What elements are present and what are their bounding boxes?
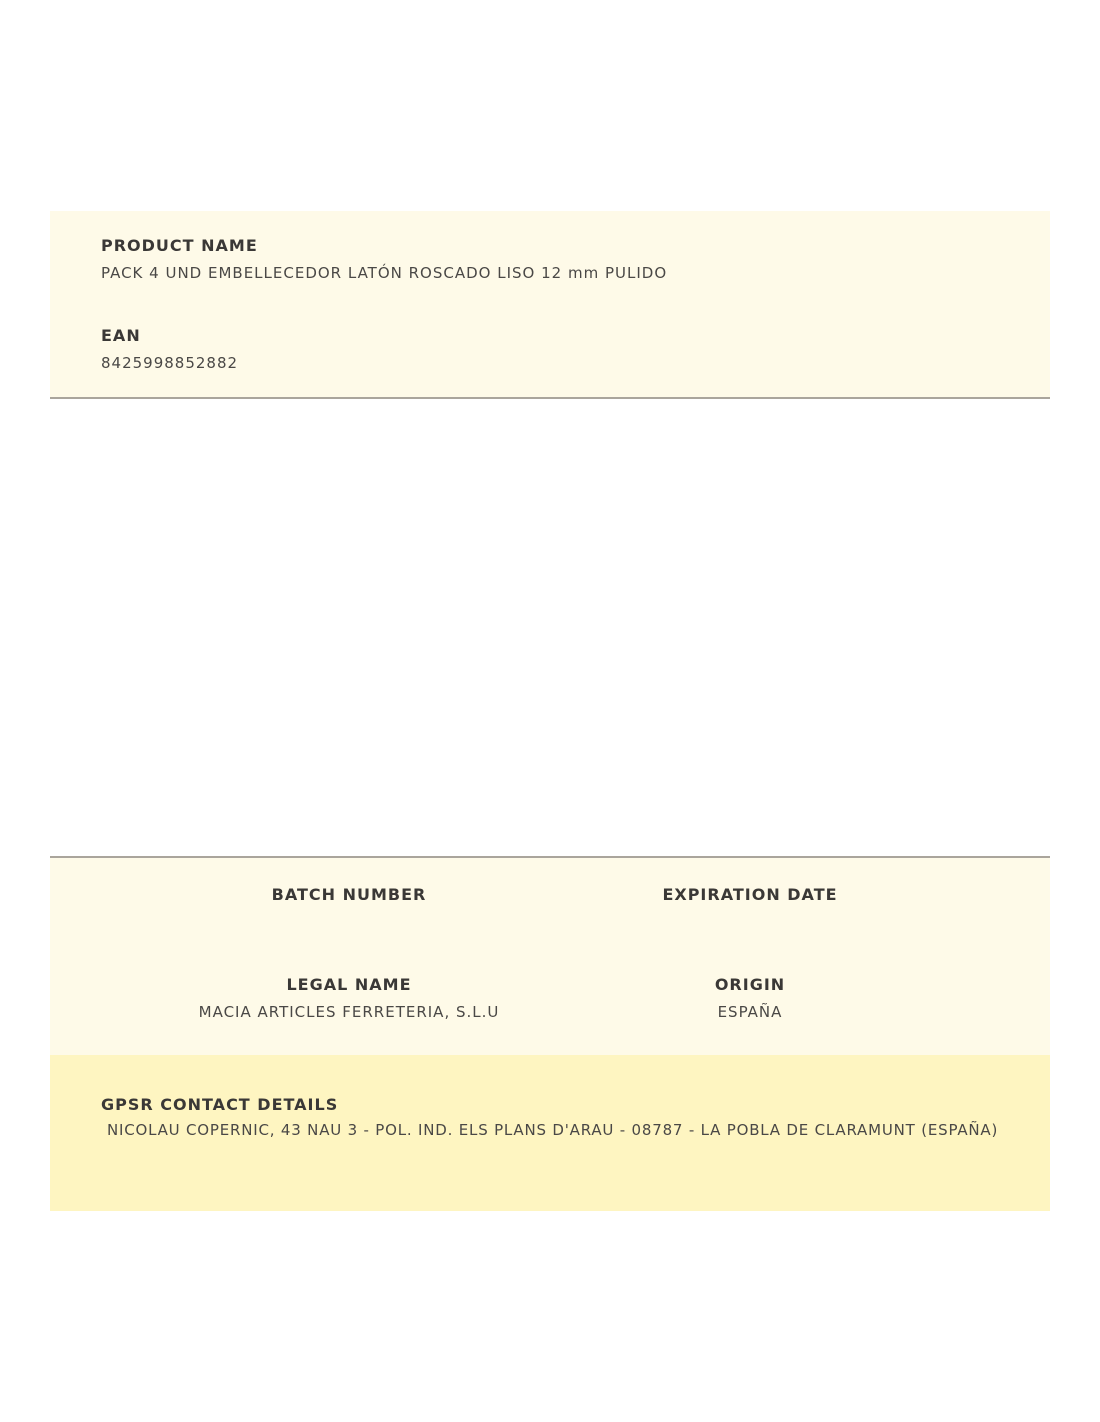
product-info-panel <box>50 211 1050 399</box>
legal-name-cell <box>149 975 549 1021</box>
batch-number-label: BATCH NUMBER <box>271 885 427 904</box>
product-name-value: PACK 4 UND EMBELLECEDOR LATÓN ROSCADO LISO 12 mm PULIDO <box>101 264 668 282</box>
expiration-date-label: EXPIRATION DATE <box>662 885 838 904</box>
expiration-date-cell <box>550 885 950 913</box>
origin-label: ORIGIN <box>714 975 786 994</box>
origin-cell <box>550 975 950 1021</box>
legal-name-label: LEGAL NAME <box>286 975 412 994</box>
ean-block <box>101 326 238 372</box>
gpsr-block <box>101 1095 998 1139</box>
product-name-label: PRODUCT NAME <box>101 236 258 255</box>
gpsr-contact-panel <box>50 1055 1050 1211</box>
ean-value: 8425998852882 <box>101 354 239 372</box>
gpsr-contact-value: NICOLAU COPERNIC, 43 NAU 3 - POL. IND. ELS PLANS D'ARAU - 08787 - LA POBLA DE CLARAMUNT (ESPAÑA) <box>107 1121 999 1139</box>
gpsr-contact-label: GPSR CONTACT DETAILS <box>101 1095 339 1114</box>
batch-number-cell <box>149 885 549 913</box>
ean-label: EAN <box>101 326 141 345</box>
product-name-block <box>101 236 667 282</box>
origin-value: ESPAÑA <box>717 1003 783 1021</box>
batch-details-panel <box>50 856 1050 1057</box>
legal-name-value: MACIA ARTICLES FERRETERIA, S.L.U <box>198 1003 500 1021</box>
